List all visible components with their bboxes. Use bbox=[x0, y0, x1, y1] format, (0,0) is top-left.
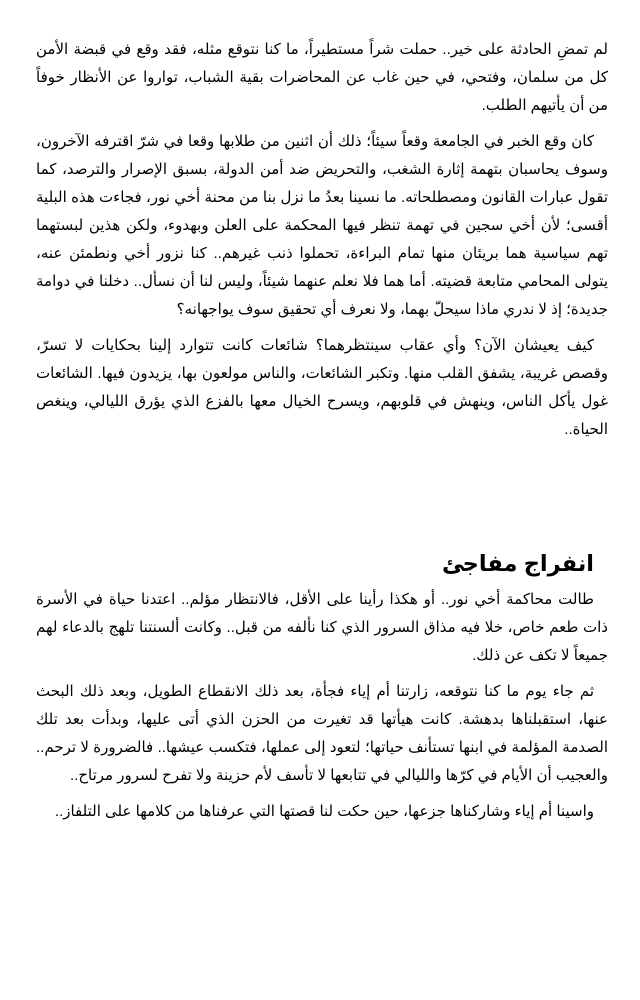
paragraph-4: طالت محاكمة أخي نور.. أو هكذا رأينا على الأقل، فالانتظار مؤلم.. اعتدنا حياة في الأسرة ذات طعم خاص، خلا فيه مذاق السرور الذي كنا نألفه من قبل.. وكانت ألسنتنا تلهج بالدعاء لهم جميعاً لا تكف عن ذلك. bbox=[36, 591, 608, 664]
paragraph-5: ثم جاء يوم ما كنا نتوقعه، زارتنا أم إياء فجأة، بعد ذلك الانقطاع الطويل، وبعد ذلك البحث عنها، استقبلناها بدهشة. كانت هيأتها قد تغيرت من الحزن الذي أتى عليها، وبدأت بعد تلك الصدمة المؤلمة في ابنها تستأنف حياتها؛ لتعود إلى عملها، فتكسب عيشها.. فالضرورة لا ترحم.. والعجيب أن الأيام في كرّها والليالي في تتابعها لا تأسف لأم حزينة ولا تفرح لسرور مرتاح.. bbox=[36, 683, 608, 784]
document-page bbox=[36, 36, 608, 826]
section-heading: انفراج مفاجئ bbox=[442, 551, 594, 576]
section-1 bbox=[36, 36, 608, 444]
paragraph-2: كان وقع الخبر في الجامعة وقعاً سيئاً؛ ذلك أن اثنين من طلابها وقعا في شرّ اقترفه الآخرون، وسوف يحاسبان بتهمة إثارة الشغب، والتحريض ضد أمن الدولة، بسبق الإصرار والترصد، كما تقول عبارات القانون ومصطلحاته. ما نسينا بعدُ ما نزل بنا من محنة أخي نور، فجاءت هذه البلية أقسى؛ لأن أخي سجين في تهمة تنظر فيها المحكمة على العلن وبهدوء، ولكن هذين لبستهما تهم سياسية هما بريئان منها تمام البراءة، تحملوا ذنب غيرهم.. كنا نزور أخي ونطمئن عنه، يتولى المحامي متابعة قضيته. أما هما فلا نعلم عنهما شيئاً، وليس لنا أن نسأل.. دخلنا في دوامة جديدة؛ إذ لا ندري ماذا سيحلّ بهما، ولا نعرف أي تحقيق سوف يواجهانه؟ bbox=[36, 133, 608, 318]
paragraph-6: واسينا أم إياء وشاركناها جزعها، حين حكت لنا قصتها التي عرفناها من كلامها على التلفاز.. bbox=[54, 803, 594, 820]
section-spacer bbox=[36, 452, 608, 550]
paragraph-1: لم تمضِ الحادثة على خير.. حملت شراً مستطيراً، ما كنا نتوقع مثله، فقد وقع في قبضة الأمن كل من سلمان، وفتحي، في حين غاب عن المحاضرات بقية الشباب، تواروا عن الأنظار خوفاً من أن يأتيهم الطلب. bbox=[36, 41, 608, 114]
paragraph-3: كيف يعيشان الآن؟ وأي عقاب سينتظرهما؟ شائعات كانت تتوارد إلينا بحكايات لا تسرّ، وقصص غريبة، يشفق القلب منها. وتكبر الشائعات، والناس مولعون بها، يزيدون فيها. الشائعات غول يأكل الناس، وينهش في قلوبهم، ويسرح الخيال معها بالفزع الذي يؤرق الليالي، وينغص الحياة.. bbox=[36, 337, 608, 438]
section-2 bbox=[36, 550, 608, 826]
